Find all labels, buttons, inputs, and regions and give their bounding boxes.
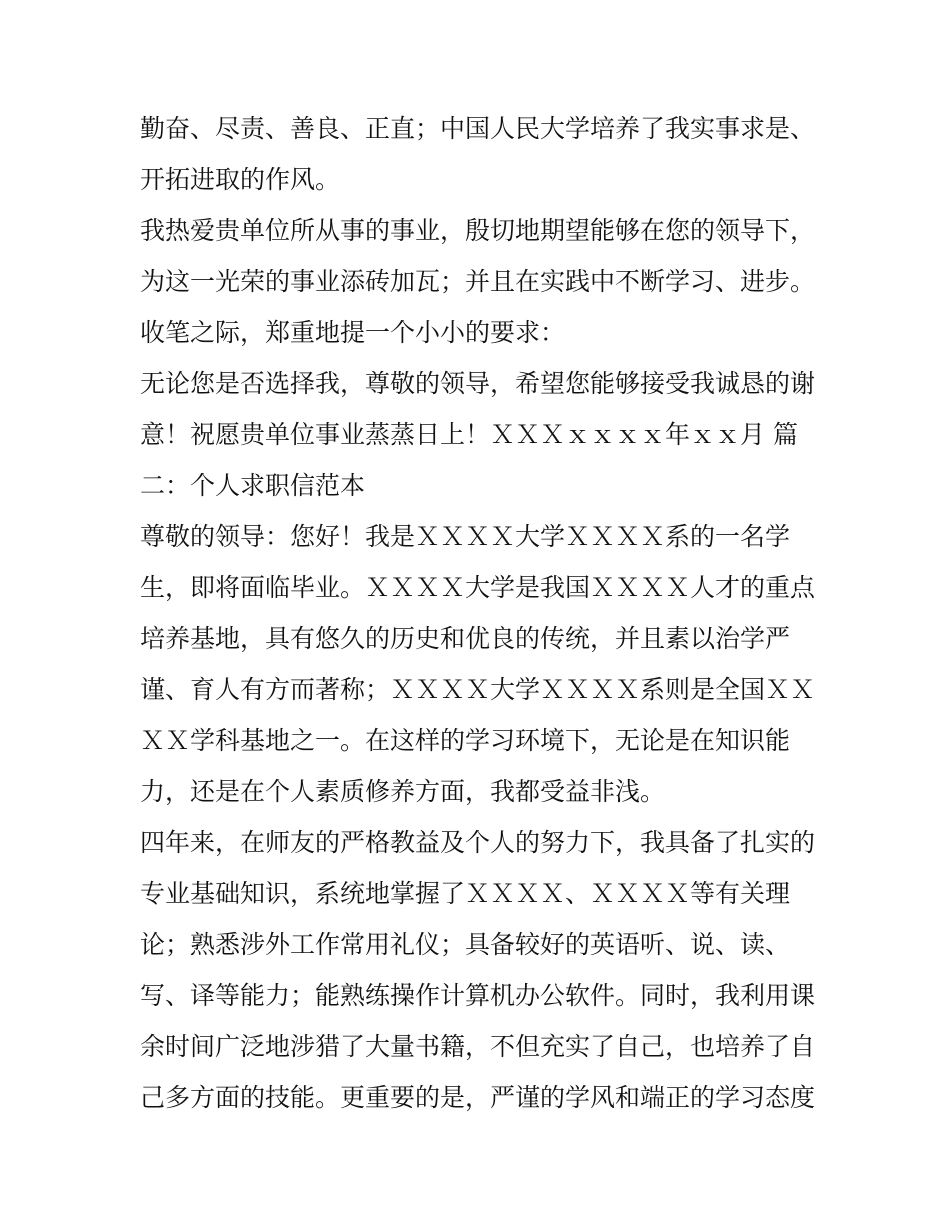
text-line: 写、译等能力；能熟练操作计算机办公软件。同时，我利用课 [140,981,816,1010]
text-line: 生，即将面临毕业。ＸＸＸＸ大学是我国ＸＸＸＸ人才的重点 [140,573,816,602]
text-line: 我热爱贵单位所从事的事业，殷切地期望能够在您的领导下， [140,216,816,245]
text-line: 论；熟悉涉外工作常用礼仪；具备较好的英语听、说、读、 [140,930,791,959]
text-line: 二：个人求职信范本 [140,471,366,500]
text-line: 力，还是在个人素质修养方面，我都受益非浅。 [140,777,666,806]
text-line: 尊敬的领导：您好！我是ＸＸＸＸ大学ＸＸＸＸ系的一名学 [140,522,791,551]
text-line: 余时间广泛地涉猎了大量书籍，不但充实了自己，也培养了自 [140,1032,816,1061]
text-line: 无论您是否选择我，尊敬的领导，希望您能够接受我诚恳的谢 [140,369,816,398]
text-line: 己多方面的技能。更重要的是，严谨的学风和端正的学习态度 [140,1083,816,1112]
text-line: 开拓进取的作风。 [140,165,341,194]
text-line: ＸＸ学科基地之一。在这样的学习环境下，无论是在知识能 [140,726,791,755]
text-line: 四年来，在师友的严格教益及个人的努力下，我具备了扎实的 [140,828,816,857]
text-line: 谨、育人有方而著称；ＸＸＸＸ大学ＸＸＸＸ系则是全国ＸＸ [140,675,816,704]
text-line: 培养基地，具有悠久的历史和优良的传统，并且素以治学严 [140,624,791,653]
text-line: 勤奋、尽责、善良、正直；中国人民大学培养了我实事求是、 [140,114,816,143]
text-line: 收笔之际，郑重地提一个小小的要求： [140,318,566,347]
text-line: 专业基础知识，系统地掌握了ＸＸＸＸ、ＸＸＸＸ等有关理 [140,879,791,908]
text-line: 意！祝愿贵单位事业蒸蒸日上！ＸＸＸｘｘｘｘ年ｘｘ月 篇 [140,420,798,449]
text-line: 为这一光荣的事业添砖加瓦；并且在实践中不断学习、进步。 [140,267,816,296]
